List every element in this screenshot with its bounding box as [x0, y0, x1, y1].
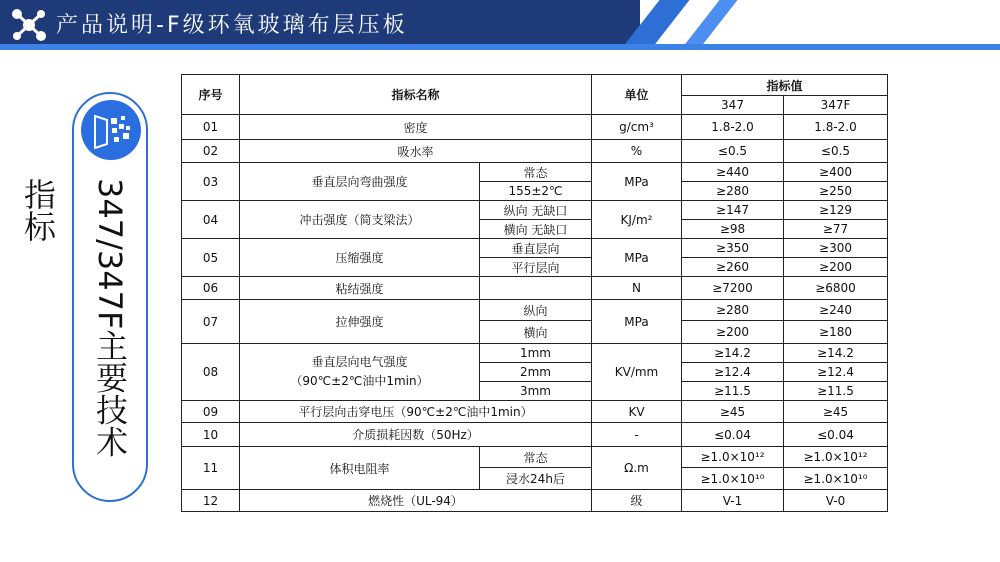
row-value-347f: ≥250 [784, 182, 888, 201]
table-row [182, 490, 888, 512]
row-unit: 级 [592, 490, 682, 512]
row-name: 垂直层向弯曲强度 [240, 163, 480, 201]
row-value-347f: ≥129 [784, 201, 888, 220]
table-row [182, 300, 888, 321]
row-sub: 2mm [480, 363, 592, 382]
row-no: 10 [182, 423, 240, 447]
row-name-note: （90℃±2℃油中1min） [290, 374, 429, 388]
row-sub: 纵向 无缺口 [480, 201, 592, 220]
header-bar [0, 0, 1000, 50]
row-value-347: ≥280 [682, 182, 784, 201]
row-unit: KJ/m² [592, 201, 682, 239]
row-value-347f: ≥1.0×10¹² [784, 447, 888, 468]
table-row [182, 401, 888, 423]
row-sub-empty [480, 277, 592, 300]
header-stripe [680, 0, 737, 50]
row-name: 粘结强度 [240, 277, 480, 300]
table-row [182, 423, 888, 447]
row-value-347: ≤0.5 [682, 140, 784, 163]
row-value-347f: ≥180 [784, 321, 888, 344]
row-value-347f: ≥200 [784, 258, 888, 277]
row-value-347: ≥260 [682, 258, 784, 277]
row-sub: 1mm [480, 344, 592, 363]
table-row [182, 344, 888, 363]
row-unit: KV [592, 401, 682, 423]
side-panel [19, 92, 148, 502]
row-sub: 平行层向 [480, 258, 592, 277]
row-unit: Ω.m [592, 447, 682, 490]
side-title: 347/347F主要技术指标 [19, 178, 129, 458]
table-row [182, 201, 888, 220]
row-unit: - [592, 423, 682, 447]
row-name: 冲击强度（简支梁法） [240, 201, 480, 239]
row-name-line: 垂直层向电气强度 [311, 355, 408, 369]
row-value-347: 1.8-2.0 [682, 115, 784, 140]
header-underline [0, 44, 1000, 50]
row-unit: MPa [592, 300, 682, 344]
row-value-347f: ≥6800 [784, 277, 888, 300]
row-sub: 155±2℃ [480, 182, 592, 201]
row-value-347: ≤0.04 [682, 423, 784, 447]
row-name: 拉伸强度 [240, 300, 480, 344]
header-unit: 单位 [592, 75, 682, 115]
row-name: 压缩强度 [240, 239, 480, 277]
header-wedge [560, 0, 620, 50]
row-sub: 纵向 [480, 300, 592, 321]
header-value: 指标值 [682, 75, 888, 96]
row-value-347: ≥200 [682, 321, 784, 344]
row-unit: g/cm³ [592, 115, 682, 140]
row-no: 09 [182, 401, 240, 423]
row-value-347: ≥350 [682, 239, 784, 258]
row-no: 03 [182, 163, 240, 201]
row-value-347: ≥280 [682, 300, 784, 321]
row-name: 燃烧性（UL-94） [240, 490, 592, 512]
row-value-347: ≥1.0×10¹² [682, 447, 784, 468]
header-col-347: 347 [682, 96, 784, 115]
row-value-347: ≥7200 [682, 277, 784, 300]
row-value-347f: ≥1.0×10¹⁰ [784, 468, 888, 490]
row-name: 介质损耗因数（50Hz） [240, 423, 592, 447]
row-no: 01 [182, 115, 240, 140]
row-value-347f: V-0 [784, 490, 888, 512]
row-value-347: ≥1.0×10¹⁰ [682, 468, 784, 490]
table-row [182, 115, 888, 140]
row-sub: 浸水24h后 [480, 468, 592, 490]
row-sub: 常态 [480, 447, 592, 468]
row-value-347f: ≥14.2 [784, 344, 888, 363]
page-title: 产品说明-F级环氧玻璃布层压板 [56, 13, 408, 38]
row-value-347f: ≤0.04 [784, 423, 888, 447]
particles-icon [81, 100, 141, 160]
row-value-347: V-1 [682, 490, 784, 512]
row-value-347f: 1.8-2.0 [784, 115, 888, 140]
row-no: 02 [182, 140, 240, 163]
row-sub: 横向 无缺口 [480, 220, 592, 239]
table-row [182, 140, 888, 163]
row-sub: 常态 [480, 163, 592, 182]
row-no: 11 [182, 447, 240, 490]
row-no: 04 [182, 201, 240, 239]
row-value-347f: ≥77 [784, 220, 888, 239]
molecule-icon [10, 6, 48, 44]
row-unit: N [592, 277, 682, 300]
row-name [240, 344, 480, 401]
row-value-347: ≥440 [682, 163, 784, 182]
row-value-347f: ≥45 [784, 401, 888, 423]
row-value-347: ≥12.4 [682, 363, 784, 382]
table-row [182, 239, 888, 258]
row-sub: 横向 [480, 321, 592, 344]
row-unit: MPa [592, 239, 682, 277]
row-value-347f: ≥11.5 [784, 382, 888, 401]
row-value-347f: ≥300 [784, 239, 888, 258]
row-value-347: ≥11.5 [682, 382, 784, 401]
row-unit: % [592, 140, 682, 163]
row-sub: 垂直层向 [480, 239, 592, 258]
row-name: 平行层向击穿电压（90℃±2℃油中1min） [240, 401, 592, 423]
row-no: 06 [182, 277, 240, 300]
row-no: 08 [182, 344, 240, 401]
row-value-347: ≥147 [682, 201, 784, 220]
row-value-347: ≥98 [682, 220, 784, 239]
row-unit: MPa [592, 163, 682, 201]
row-unit: KV/mm [592, 344, 682, 401]
row-value-347: ≥14.2 [682, 344, 784, 363]
row-name: 密度 [240, 115, 592, 140]
header-no: 序号 [182, 75, 240, 115]
row-no: 07 [182, 300, 240, 344]
header-name: 指标名称 [240, 75, 592, 115]
row-value-347f: ≥240 [784, 300, 888, 321]
table-row [182, 447, 888, 468]
row-value-347f: ≤0.5 [784, 140, 888, 163]
row-value-347f: ≥12.4 [784, 363, 888, 382]
row-no: 05 [182, 239, 240, 277]
table-row [182, 277, 888, 300]
table-row [182, 163, 888, 182]
row-name: 体积电阻率 [240, 447, 480, 490]
spec-table [181, 74, 888, 512]
row-sub: 3mm [480, 382, 592, 401]
header-col-347f: 347F [784, 96, 888, 115]
row-value-347f: ≥400 [784, 163, 888, 182]
row-value-347: ≥45 [682, 401, 784, 423]
row-no: 12 [182, 490, 240, 512]
row-name: 吸水率 [240, 140, 592, 163]
